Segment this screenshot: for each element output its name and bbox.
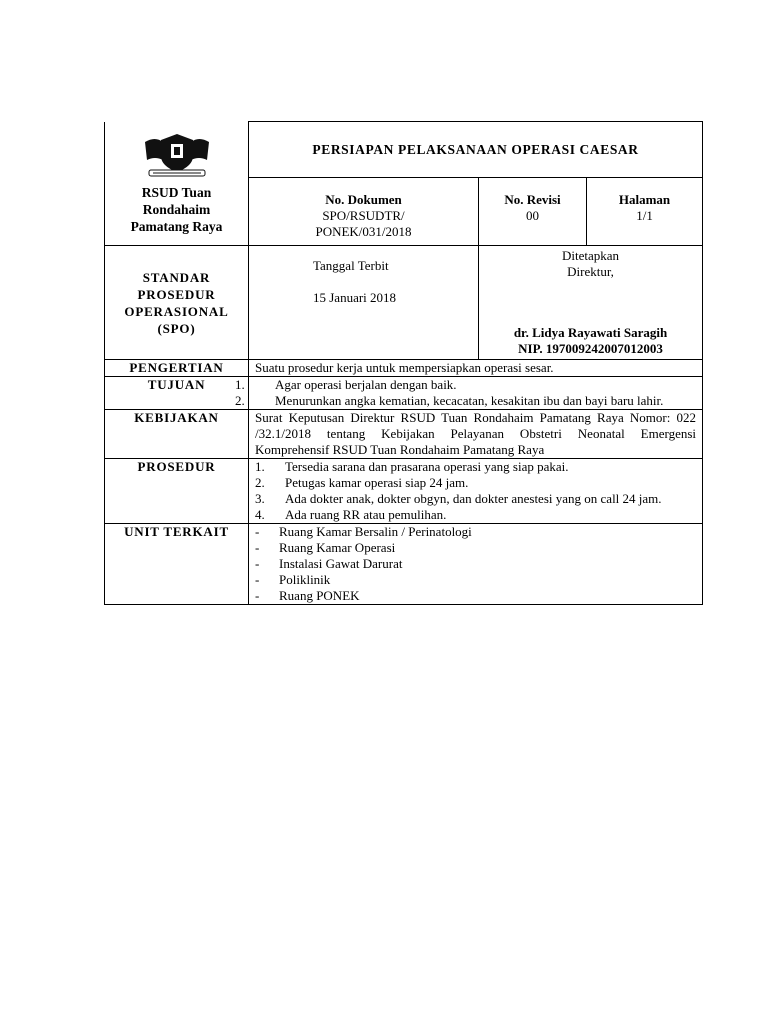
list-text: Petugas kamar operasi siap 24 jam.: [285, 475, 469, 490]
prosedur-label: PROSEDUR: [105, 459, 249, 524]
list-item: [255, 540, 696, 556]
spo-table: [104, 121, 703, 605]
doc-number-line-2: PONEK/031/2018: [315, 224, 412, 239]
list-text: Instalasi Gawat Darurat: [279, 556, 403, 571]
list-number: 2.: [235, 393, 245, 408]
unit-terkait-content: [249, 524, 703, 605]
approval-line-2: Direktur,: [567, 264, 614, 279]
tujuan-content: [235, 377, 703, 410]
hospital-logo: [135, 130, 219, 178]
list-text: Ruang Kamar Bersalin / Perinatologi: [279, 524, 472, 539]
list-text: Ada ruang RR atau pemulihan.: [285, 507, 447, 522]
spo-label-cell: [105, 246, 249, 360]
page-cell: [587, 178, 703, 246]
issue-date-value: 15 Januari 2018: [313, 290, 397, 305]
list-item: [255, 572, 696, 588]
list-bullet: -: [255, 540, 260, 555]
list-bullet: -: [255, 524, 260, 539]
tujuan-list: [235, 377, 696, 409]
spo-label-line-3: OPERASIONAL: [124, 303, 229, 319]
doc-number-label: No. Dokumen: [325, 192, 402, 207]
kebijakan-label: KEBIJAKAN: [105, 410, 249, 459]
doc-number-cell: [249, 178, 479, 246]
institution-line-1: RSUD Tuan: [141, 184, 212, 200]
spo-label-line-2: PROSEDUR: [137, 286, 216, 302]
unit-terkait-list: [255, 524, 696, 604]
list-text: Ada dokter anak, dokter obgyn, dan dokter anestesi yang on call 24 jam.: [285, 491, 662, 506]
spo-document: [104, 121, 702, 605]
list-item: [235, 377, 696, 393]
unit-terkait-label: UNIT TERKAIT: [105, 524, 249, 605]
list-number: 4.: [255, 507, 265, 522]
list-number: 1.: [235, 377, 245, 392]
institution-cell: [105, 122, 249, 246]
list-text: Tersedia sarana dan prasarana operasi yang siap pakai.: [285, 459, 569, 474]
issue-date-cell: [249, 246, 479, 360]
issue-date-label: Tanggal Terbit: [313, 258, 389, 273]
page-value: 1/1: [636, 208, 653, 223]
list-text: Agar operasi berjalan dengan baik.: [275, 377, 457, 392]
director-name: dr. Lidya Rayawati Saragih: [513, 325, 668, 340]
list-item: [255, 507, 696, 523]
list-item: [255, 556, 696, 572]
doc-number-line-1: SPO/RSUDTR/: [322, 208, 405, 223]
tujuan-label: TUJUAN: [105, 377, 249, 410]
list-text: Ruang Kamar Operasi: [279, 540, 396, 555]
pengertian-text: Suatu prosedur kerja untuk mempersiapkan operasi sesar.: [249, 360, 703, 377]
institution-line-3: Pamatang Raya: [130, 218, 223, 234]
revision-cell: [479, 178, 587, 246]
list-text: Ruang PONEK: [279, 588, 360, 603]
list-item: [255, 459, 696, 475]
director-nip: NIP. 197009242007012003: [518, 341, 663, 356]
revision-label: No. Revisi: [504, 192, 561, 207]
list-item: [235, 393, 696, 409]
list-bullet: -: [255, 588, 260, 603]
approval-cell: [479, 246, 703, 360]
kebijakan-text: Surat Keputusan Direktur RSUD Tuan Rondahaim Pamatang Raya Nomor: 022 /32.1/2018 tentang Kebijakan Pelayanan Obstetri Neonatal Emergensi Komprehensif RSUD Tuan Rondahaim Pamatang Raya: [249, 410, 703, 459]
spo-label-line-4: (SPO): [157, 320, 196, 336]
list-number: 1.: [255, 459, 265, 474]
list-item: [255, 491, 696, 507]
revision-value: 00: [526, 208, 539, 223]
list-bullet: -: [255, 556, 260, 571]
institution-line-2: Rondahaim: [142, 201, 211, 217]
page-label: Halaman: [618, 192, 671, 207]
spo-label-line-1: STANDAR: [142, 269, 211, 285]
approval-line-1: Ditetapkan: [561, 248, 620, 263]
list-number: 3.: [255, 491, 265, 506]
list-item: [255, 524, 696, 540]
prosedur-list: [255, 459, 696, 523]
list-bullet: -: [255, 572, 260, 587]
pengertian-label: PENGERTIAN: [105, 360, 249, 377]
list-text: Poliklinik: [279, 572, 331, 587]
prosedur-content: [249, 459, 703, 524]
list-text: Menurunkan angka kematian, kecacatan, kesakitan ibu dan bayi baru lahir.: [275, 393, 664, 408]
list-number: 2.: [255, 475, 265, 490]
document-title: PERSIAPAN PELAKSANAAN OPERASI CAESAR: [249, 122, 703, 178]
list-item: [255, 475, 696, 491]
list-item: [255, 588, 696, 604]
